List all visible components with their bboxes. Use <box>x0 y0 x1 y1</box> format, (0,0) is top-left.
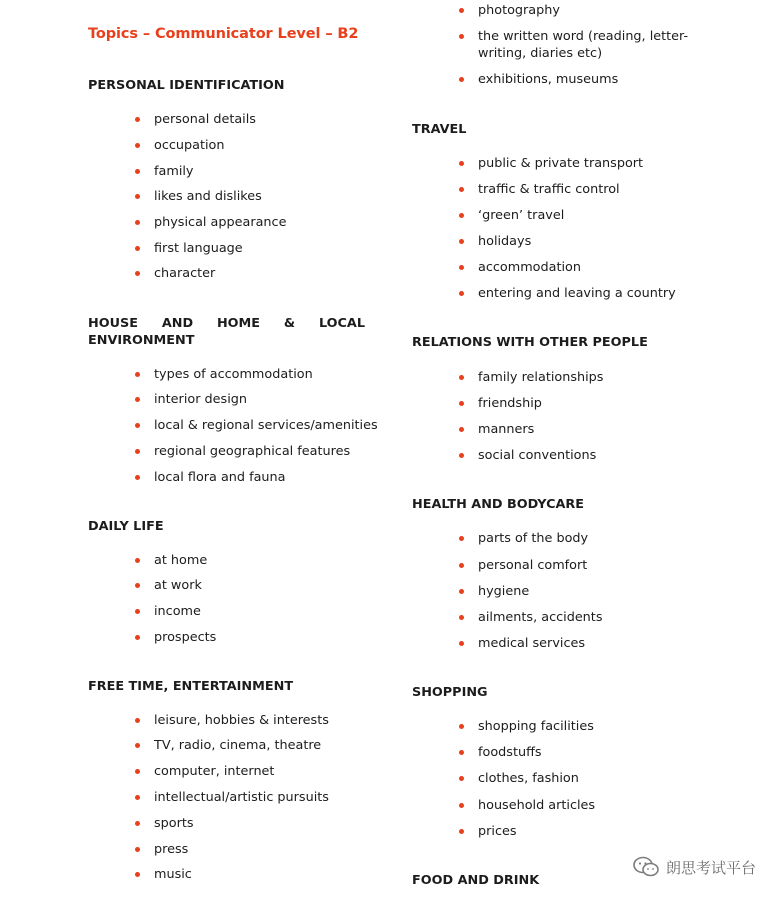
bullet-icon <box>135 743 140 748</box>
bullet-icon <box>459 187 464 192</box>
list-item: income <box>154 603 201 620</box>
bullet-icon <box>459 803 464 808</box>
list-item: intellectual/artistic pursuits <box>154 789 329 806</box>
section-heading-food: FOOD AND DRINK <box>412 873 540 888</box>
bullet-icon <box>459 239 464 244</box>
list-item: regional geographical features <box>154 443 350 460</box>
bullet-icon <box>135 397 140 402</box>
list-item: the written word (reading, letter-writing, diaries etc) <box>478 28 698 62</box>
list-item: first language <box>154 240 243 257</box>
list-item: occupation <box>154 137 225 154</box>
bullet-icon <box>135 635 140 640</box>
bullet-icon <box>459 750 464 755</box>
list-item: photography <box>478 2 560 19</box>
bullet-icon <box>135 169 140 174</box>
bullet-icon <box>135 271 140 276</box>
list-item: at home <box>154 552 207 569</box>
bullet-icon <box>459 563 464 568</box>
list-item: foodstuffs <box>478 744 542 761</box>
bullet-icon <box>135 795 140 800</box>
bullet-icon <box>135 143 140 148</box>
list-item: at work <box>154 577 202 594</box>
list-item: prices <box>478 823 517 840</box>
list-item: accommodation <box>478 259 581 276</box>
list-item: family relationships <box>478 369 603 386</box>
bullet-icon <box>459 291 464 296</box>
watermark <box>632 856 756 878</box>
list-item: prospects <box>154 629 216 646</box>
list-item: TV, radio, cinema, theatre <box>154 737 321 754</box>
bullet-icon <box>135 821 140 826</box>
list-item: medical services <box>478 635 585 652</box>
bullet-icon <box>459 641 464 646</box>
section-heading-personal: PERSONAL IDENTIFICATION <box>88 78 285 93</box>
bullet-icon <box>459 34 464 39</box>
list-item: computer, internet <box>154 763 274 780</box>
bullet-icon <box>135 475 140 480</box>
list-item: interior design <box>154 391 247 408</box>
section-heading-house: HOUSE AND HOME & LOCAL ENVIRONMENT <box>88 316 365 348</box>
list-item: manners <box>478 421 534 438</box>
list-item: leisure, hobbies & interests <box>154 712 329 729</box>
list-item: holidays <box>478 233 531 250</box>
bullet-icon <box>135 449 140 454</box>
list-item: press <box>154 841 188 858</box>
bullet-icon <box>135 194 140 199</box>
section-heading-shopping: SHOPPING <box>412 685 488 700</box>
bullet-icon <box>459 375 464 380</box>
bullet-icon <box>459 427 464 432</box>
wechat-icon <box>632 856 660 878</box>
list-item: clothes, fashion <box>478 770 579 787</box>
bullet-icon <box>459 829 464 834</box>
list-item: local flora and fauna <box>154 469 286 486</box>
bullet-icon <box>459 453 464 458</box>
list-item: entering and leaving a country <box>478 285 676 302</box>
bullet-icon <box>135 847 140 852</box>
bullet-icon <box>135 718 140 723</box>
bullet-icon <box>459 536 464 541</box>
bullet-icon <box>135 583 140 588</box>
list-item: personal comfort <box>478 557 587 574</box>
bullet-icon <box>135 372 140 377</box>
list-item: likes and dislikes <box>154 188 262 205</box>
page-title: Topics – Communicator Level – B2 <box>88 26 359 42</box>
bullet-icon <box>459 77 464 82</box>
list-item: sports <box>154 815 194 832</box>
bullet-icon <box>135 117 140 122</box>
section-heading-daily: DAILY LIFE <box>88 519 164 534</box>
list-item: ailments, accidents <box>478 609 602 626</box>
list-item: shopping facilities <box>478 718 594 735</box>
bullet-icon <box>135 220 140 225</box>
list-item: family <box>154 163 194 180</box>
list-item: public & private transport <box>478 155 643 172</box>
list-item: personal details <box>154 111 256 128</box>
section-heading-relations: RELATIONS WITH OTHER PEOPLE <box>412 335 648 350</box>
list-item: traffic & traffic control <box>478 181 620 198</box>
list-item: physical appearance <box>154 214 286 231</box>
bullet-icon <box>135 558 140 563</box>
list-item: music <box>154 866 192 883</box>
bullet-icon <box>135 246 140 251</box>
section-heading-free-time: FREE TIME, ENTERTAINMENT <box>88 679 294 694</box>
bullet-icon <box>459 589 464 594</box>
list-item: parts of the body <box>478 530 588 547</box>
bullet-icon <box>135 609 140 614</box>
section-heading-health: HEALTH AND BODYCARE <box>412 497 585 512</box>
section-heading-travel: TRAVEL <box>412 122 467 137</box>
list-item: hygiene <box>478 583 529 600</box>
list-item: social conventions <box>478 447 596 464</box>
list-item: friendship <box>478 395 542 412</box>
bullet-icon <box>135 769 140 774</box>
watermark-text: 朗思考试平台 <box>665 858 756 877</box>
list-item: types of accommodation <box>154 366 313 383</box>
bullet-icon <box>459 724 464 729</box>
list-item: household articles <box>478 797 595 814</box>
list-item: local & regional services/amenities <box>154 417 378 434</box>
bullet-icon <box>459 401 464 406</box>
bullet-icon <box>459 615 464 620</box>
bullet-icon <box>459 161 464 166</box>
list-item: exhibitions, museums <box>478 71 618 88</box>
bullet-icon <box>459 213 464 218</box>
bullet-icon <box>135 872 140 877</box>
bullet-icon <box>135 423 140 428</box>
bullet-icon <box>459 776 464 781</box>
list-item: character <box>154 265 215 282</box>
list-item: ‘green’ travel <box>478 207 564 224</box>
bullet-icon <box>459 265 464 270</box>
bullet-icon <box>459 8 464 13</box>
